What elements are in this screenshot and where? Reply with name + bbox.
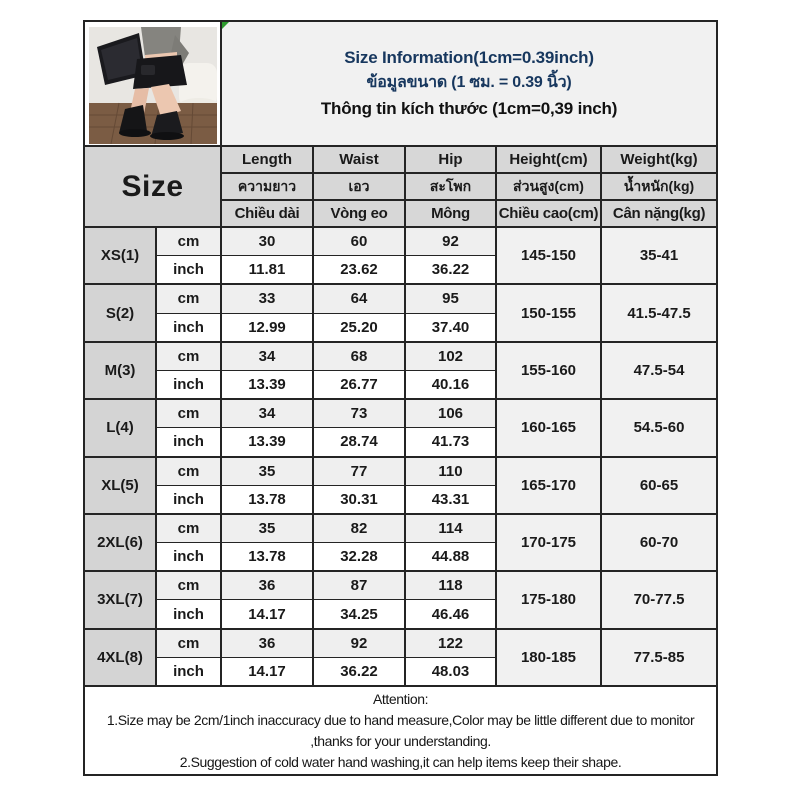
weight-range: 60-70	[601, 514, 717, 571]
table-row-xs-cm	[84, 227, 717, 256]
size-label: 3XL(7)	[84, 571, 156, 628]
waist-cm: 92	[313, 629, 405, 658]
weight-range: 47.5-54	[601, 342, 717, 399]
hip-cm: 92	[405, 227, 496, 256]
unit-label-inch: inch	[156, 370, 221, 399]
hip-cm: 118	[405, 571, 496, 600]
height-range: 155-160	[496, 342, 601, 399]
waist-inch: 26.77	[313, 370, 405, 399]
length-inch: 12.99	[221, 313, 313, 342]
waist-cm: 73	[313, 399, 405, 428]
weight-range: 70-77.5	[601, 571, 717, 628]
table-row-xl-cm	[84, 457, 717, 486]
weight-range: 54.5-60	[601, 399, 717, 456]
unit-label-cm: cm	[156, 399, 221, 428]
hip-inch: 37.40	[405, 313, 496, 342]
length-cm: 35	[221, 514, 313, 543]
length-inch: 14.17	[221, 600, 313, 629]
hip-inch: 48.03	[405, 657, 496, 686]
col-header-length-th: ความยาว	[221, 173, 313, 200]
waist-inch: 30.31	[313, 485, 405, 514]
size-label: 2XL(6)	[84, 514, 156, 571]
unit-label-inch: inch	[156, 485, 221, 514]
attention-note	[84, 686, 717, 775]
length-inch: 13.39	[221, 428, 313, 457]
col-header-waist-en: Waist	[313, 146, 405, 173]
unit-label-inch: inch	[156, 256, 221, 285]
hip-inch: 46.46	[405, 600, 496, 629]
size-label: 4XL(8)	[84, 629, 156, 686]
unit-label-cm: cm	[156, 342, 221, 371]
length-cm: 35	[221, 457, 313, 486]
hip-cm: 102	[405, 342, 496, 371]
unit-label-cm: cm	[156, 514, 221, 543]
hip-inch: 44.88	[405, 543, 496, 572]
title-vietnamese: Thông tin kích thước (1cm=0,39 inch)	[320, 98, 618, 118]
size-chart-table	[83, 20, 718, 776]
height-range: 175-180	[496, 571, 601, 628]
hip-cm: 122	[405, 629, 496, 658]
attention-line-2: ,thanks for your understanding.	[310, 732, 491, 749]
size-label: S(2)	[84, 284, 156, 341]
col-header-waist-vi: Vòng eo	[313, 200, 405, 227]
table-row-s-cm	[84, 284, 717, 313]
corner-flag-icon	[222, 22, 229, 29]
hip-inch: 41.73	[405, 428, 496, 457]
length-cm: 34	[221, 342, 313, 371]
hip-cm: 110	[405, 457, 496, 486]
size-header-cell: Size	[84, 146, 221, 227]
unit-label-cm: cm	[156, 629, 221, 658]
col-header-height-th: ส่วนสูง(cm)	[496, 173, 601, 200]
waist-inch: 36.22	[313, 657, 405, 686]
waist-cm: 77	[313, 457, 405, 486]
hip-inch: 43.31	[405, 485, 496, 514]
hip-inch: 36.22	[405, 256, 496, 285]
unit-label-cm: cm	[156, 571, 221, 600]
length-inch: 13.78	[221, 543, 313, 572]
weight-range: 77.5-85	[601, 629, 717, 686]
size-label: L(4)	[84, 399, 156, 456]
length-cm: 33	[221, 284, 313, 313]
col-header-length-en: Length	[221, 146, 313, 173]
table-row-l-cm	[84, 399, 717, 428]
length-inch: 11.81	[221, 256, 313, 285]
unit-label-inch: inch	[156, 543, 221, 572]
col-header-length-vi: Chiều dài	[221, 200, 313, 227]
size-label: XL(5)	[84, 457, 156, 514]
table-row-3xl-cm	[84, 571, 717, 600]
height-range: 150-155	[496, 284, 601, 341]
product-photo-illustration	[89, 27, 217, 144]
hip-cm: 114	[405, 514, 496, 543]
table-row-4xl-cm	[84, 629, 717, 658]
size-information-title	[221, 21, 717, 146]
col-header-height-vi: Chiều cao(cm)	[496, 200, 601, 227]
col-header-weight-vi: Cân nặng(kg)	[601, 200, 717, 227]
waist-cm: 64	[313, 284, 405, 313]
col-header-hip-th: สะโพก	[405, 173, 496, 200]
waist-inch: 25.20	[313, 313, 405, 342]
height-range: 145-150	[496, 227, 601, 284]
unit-label-inch: inch	[156, 600, 221, 629]
attention-line-1: 1.Size may be 2cm/1inch inaccuracy due to hand measure,Color may be little different due to monitor	[106, 711, 695, 728]
product-photo-cell	[84, 21, 221, 146]
length-inch: 13.78	[221, 485, 313, 514]
waist-inch: 23.62	[313, 256, 405, 285]
size-chart-sheet	[83, 20, 716, 776]
waist-cm: 60	[313, 227, 405, 256]
length-inch: 13.39	[221, 370, 313, 399]
title-english: Size Information(1cm=0.39inch)	[344, 47, 594, 67]
height-range: 160-165	[496, 399, 601, 456]
col-header-waist-th: เอว	[313, 173, 405, 200]
height-range: 180-185	[496, 629, 601, 686]
waist-cm: 68	[313, 342, 405, 371]
size-label: M(3)	[84, 342, 156, 399]
unit-label-cm: cm	[156, 227, 221, 256]
waist-inch: 32.28	[313, 543, 405, 572]
weight-range: 41.5-47.5	[601, 284, 717, 341]
title-thai: ข้อมูลขนาด (1 ซม. = 0.39 นิ้ว)	[366, 74, 572, 92]
height-range: 170-175	[496, 514, 601, 571]
height-range: 165-170	[496, 457, 601, 514]
col-header-height-en: Height(cm)	[496, 146, 601, 173]
col-header-hip-vi: Mông	[405, 200, 496, 227]
waist-cm: 87	[313, 571, 405, 600]
attention-heading: Attention:	[372, 690, 429, 707]
waist-cm: 82	[313, 514, 405, 543]
weight-range: 60-65	[601, 457, 717, 514]
hip-cm: 95	[405, 284, 496, 313]
col-header-weight-en: Weight(kg)	[601, 146, 717, 173]
attention-line-3: 2.Suggestion of cold water hand washing,it can help items keep their shape.	[179, 753, 622, 770]
attention-row	[84, 686, 717, 775]
table-row-2xl-cm	[84, 514, 717, 543]
unit-label-cm: cm	[156, 284, 221, 313]
size-label: XS(1)	[84, 227, 156, 284]
table-row-m-cm	[84, 342, 717, 371]
weight-range: 35-41	[601, 227, 717, 284]
unit-label-inch: inch	[156, 657, 221, 686]
length-inch: 14.17	[221, 657, 313, 686]
unit-label-inch: inch	[156, 313, 221, 342]
col-header-weight-th: น้ำหนัก(kg)	[601, 173, 717, 200]
unit-label-inch: inch	[156, 428, 221, 457]
photo-title-row	[84, 21, 717, 146]
length-cm: 36	[221, 571, 313, 600]
hip-cm: 106	[405, 399, 496, 428]
waist-inch: 34.25	[313, 600, 405, 629]
length-cm: 30	[221, 227, 313, 256]
header-row-english	[84, 146, 717, 173]
waist-inch: 28.74	[313, 428, 405, 457]
length-cm: 36	[221, 629, 313, 658]
col-header-hip-en: Hip	[405, 146, 496, 173]
hip-inch: 40.16	[405, 370, 496, 399]
unit-label-cm: cm	[156, 457, 221, 486]
length-cm: 34	[221, 399, 313, 428]
